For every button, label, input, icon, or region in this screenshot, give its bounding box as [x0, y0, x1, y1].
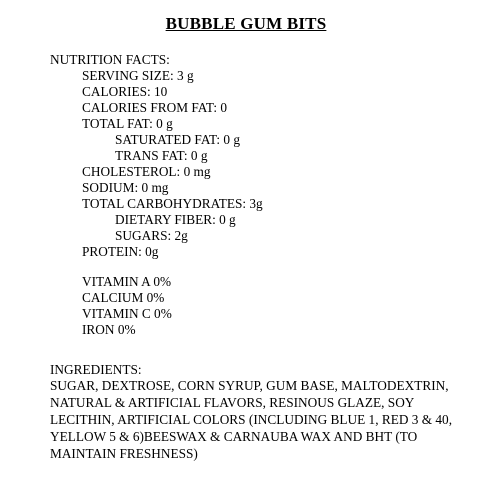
calories-from-fat: CALORIES FROM FAT: 0 — [82, 100, 228, 115]
iron: IRON 0% — [82, 322, 136, 337]
total-fat: TOTAL FAT: 0 g — [82, 116, 173, 131]
total-carbohydrates: TOTAL CARBOHYDRATES: 3g — [82, 196, 263, 211]
calories: CALORIES: 10 — [82, 84, 168, 99]
sugars: SUGARS: 2g — [115, 228, 188, 243]
trans-fat: TRANS FAT: 0 g — [115, 148, 208, 163]
vitamin-c: VITAMIN C 0% — [82, 306, 172, 321]
vitamin-a: VITAMIN A 0% — [82, 274, 172, 289]
protein: PROTEIN: 0g — [82, 244, 159, 259]
dietary-fiber: DIETARY FIBER: 0 g — [115, 212, 236, 227]
calcium: CALCIUM 0% — [82, 290, 165, 305]
cholesterol: CHOLESTEROL: 0 mg — [82, 164, 211, 179]
nutrition-facts-heading: NUTRITION FACTS: — [50, 52, 170, 67]
document-title: BUBBLE GUM BITS — [165, 14, 327, 33]
ingredients-heading: INGREDIENTS: — [50, 362, 142, 377]
saturated-fat: SATURATED FAT: 0 g — [115, 132, 241, 147]
sodium: SODIUM: 0 mg — [82, 180, 169, 195]
serving-size: SERVING SIZE: 3 g — [82, 68, 194, 83]
ingredients-text: SUGAR, DEXTROSE, CORN SYRUP, GUM BASE, MALTODEXTRIN, NATURAL & ARTIFICIAL FLAVORS, RESINOUS GLAZE, SOY LECITHIN, ARTIFICIAL COLORS (INCLUDING BLUE 1, RED 3 & 40, YELLOW 5 & 6)BEESWAX & CARNAUBA WAX AND BHT (TO MAINTAIN FRESHNESS) — [50, 378, 453, 461]
